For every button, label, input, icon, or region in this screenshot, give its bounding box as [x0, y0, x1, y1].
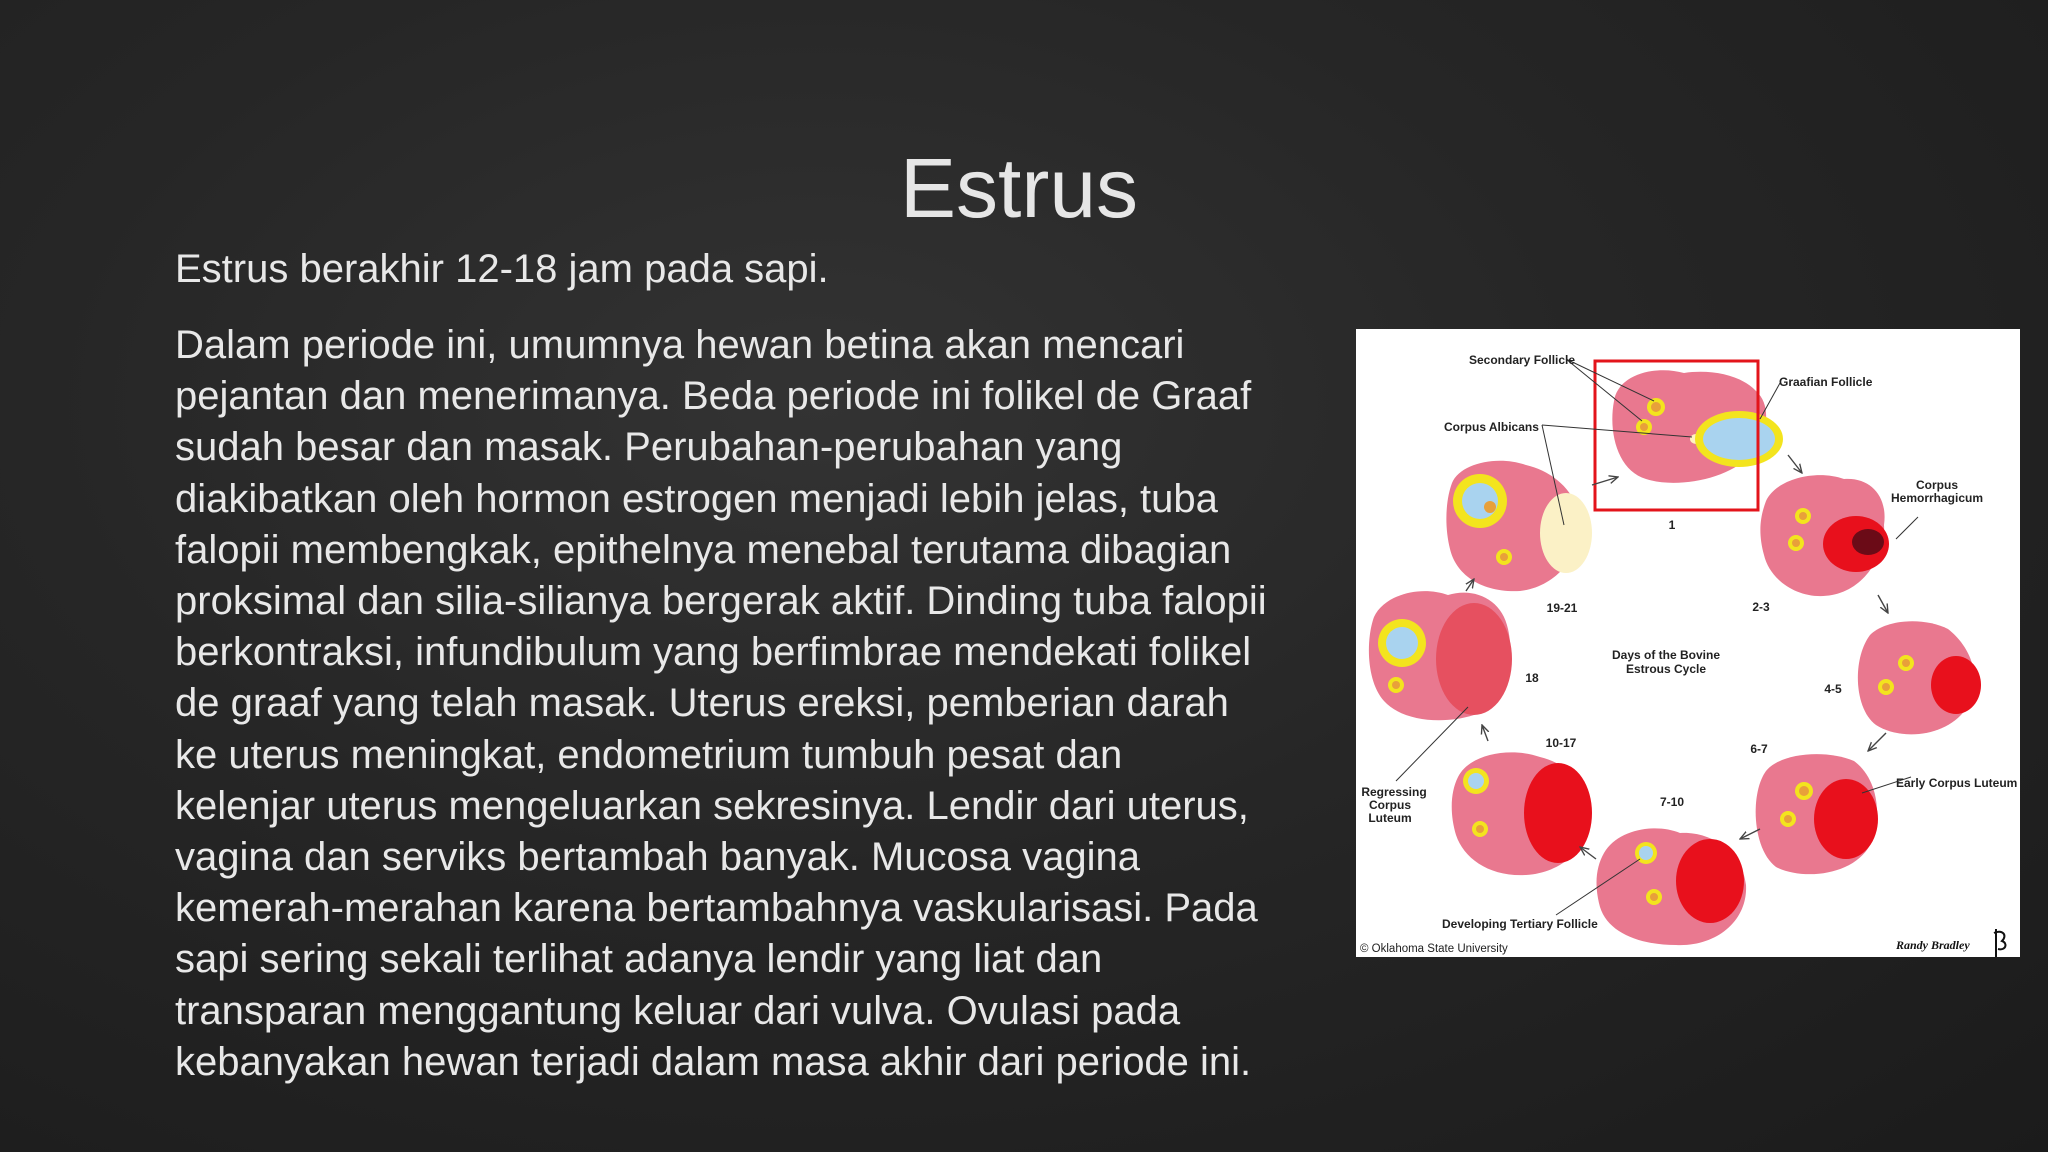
body-paragraph — [175, 320, 1355, 1088]
ovary-day-4-5 — [1858, 621, 1981, 734]
day-label: 2-3 — [1752, 600, 1770, 614]
body-line: transparan menggantung keluar dari vulva. Ovulasi pada — [175, 988, 1181, 1033]
body-line: pejantan dan menerimanya. Beda periode ini folikel de Graaf — [175, 374, 1252, 419]
label-regressing-corpus-luteum: Luteum — [1368, 811, 1412, 825]
body-line: falopii membengkak, epithelnya menebal terutama dibagian — [175, 527, 1232, 572]
center-title: Days of the Bovine — [1611, 648, 1721, 662]
body-line: kebanyakan hewan terjadi dalam masa akhir dari periode ini. — [175, 1039, 1252, 1084]
day-label: 1 — [1668, 518, 1676, 532]
body-line: sudah besar dan masak. Perubahan-perubahan yang — [175, 425, 1123, 470]
body-line: diakibatkan oleh hormon estrogen menjadi lebih jelas, tuba — [175, 476, 1218, 521]
label-corpus-hemorrhagicum: Corpus — [1916, 478, 1958, 492]
slide-title: Estrus — [900, 141, 1139, 235]
day-label: 4-5 — [1824, 682, 1842, 696]
label-regressing-corpus-luteum: Regressing — [1361, 785, 1427, 799]
label-corpus-albicans: Corpus Albicans — [1444, 420, 1539, 434]
label-regressing-corpus-luteum: Corpus — [1369, 798, 1411, 812]
ovary-day-19-21 — [1446, 461, 1592, 591]
day-label: 19-21 — [1546, 601, 1578, 615]
ovary-day-18 — [1369, 591, 1512, 720]
day-label: 10-17 — [1545, 736, 1577, 750]
estrous-cycle-figure — [1356, 329, 2020, 957]
ovary-day-2-3 — [1760, 475, 1889, 596]
day-label: 7-10 — [1659, 795, 1685, 809]
ovary-day-7-10 — [1597, 828, 1747, 945]
body-line: kemerah-merahan karena bertambahnya vaskularisasi. Pada — [175, 886, 1258, 931]
body-line: berkontraksi, infundibulum yang berfimbrae mendekati folikel — [175, 630, 1252, 675]
day-label: 6-7 — [1750, 742, 1768, 756]
lead-sentence: Estrus berakhir 12-18 jam pada sapi. — [175, 247, 829, 291]
body-line: kelenjar uterus mengeluarkan sekresinya. Lendir dari uterus, — [175, 783, 1249, 828]
label-corpus-hemorrhagicum: Hemorrhagicum — [1890, 491, 1984, 505]
body-line: ke uterus meningkat, endometrium tumbuh pesat dan — [175, 732, 1123, 777]
ovary-day-6-7 — [1756, 754, 1878, 874]
body-line: sapi sering sekali terlihat adanya lendir yang liat dan — [175, 937, 1103, 982]
copyright: © Oklahoma State University — [1360, 943, 1508, 955]
body-line: proksimal dan silia-silianya bergerak aktif. Dinding tuba falopii — [175, 579, 1267, 624]
label-graafian-follicle: Graafian Follicle — [1779, 375, 1873, 389]
center-title: Estrous Cycle — [1625, 662, 1707, 676]
signature: Randy Bradley — [1896, 938, 1970, 952]
signature-monogram-icon — [1994, 929, 2005, 957]
ovary-day-10-17 — [1452, 752, 1592, 875]
label-secondary-follicle: Secondary Follicle — [1469, 353, 1576, 367]
body-line: Dalam periode ini, umumnya hewan betina akan mencari — [175, 323, 1185, 367]
day-label: 18 — [1525, 671, 1539, 685]
body-line: vagina dan serviks bertambah banyak. Mucosa vagina — [175, 835, 1140, 880]
body-line: de graaf yang telah masak. Uterus ereksi, pemberian darah — [175, 681, 1229, 726]
label-developing-tertiary-follicle: Developing Tertiary Follicle — [1442, 917, 1598, 931]
label-early-corpus-luteum: Early Corpus Luteum — [1896, 776, 2018, 790]
